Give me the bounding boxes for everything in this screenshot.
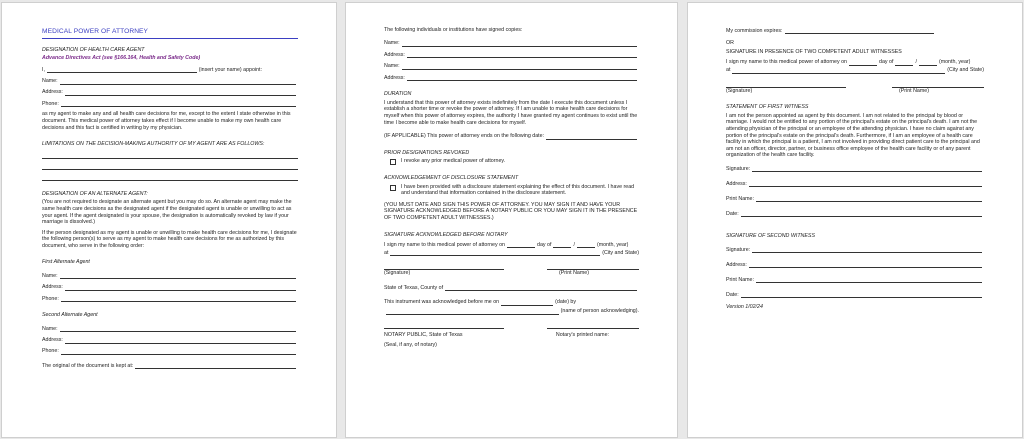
notary-sign-year-field[interactable] (577, 242, 595, 248)
commission-field[interactable] (785, 28, 934, 34)
witness-signature-heading: SIGNATURE IN PRESENCE OF TWO COMPETENT ADULT WITNESSES (726, 48, 902, 55)
witness1-date-field[interactable] (741, 211, 982, 217)
principal-name-field[interactable] (47, 67, 197, 73)
notary-signature-line[interactable] (384, 262, 504, 270)
witness2-date-field[interactable] (741, 292, 982, 298)
witness-sign-date-field[interactable] (849, 60, 877, 66)
alternate-agent-heading: DESIGNATION OF AN ALTERNATE AGENT: (42, 190, 148, 197)
document-page-1: MEDICAL POWER OF ATTORNEY DESIGNATION OF HEALTH CARE AGENT Advance Directives Act (see §166.164, Health and Safety Code) I, (insert your name) appoint: Name: Address: Phone: as my agent to make any and all health care decisions for me, except to the extent I state otherwise in this document. This medical power of attorney takes effect if I become unable to make my own health care decisions and this fact is certified in writing by my physician. LIMITATIONS ON THE DECISION-MAKING AUTHORITY OF MY AGENT ARE AS FOLLOWS: DESIGNATION OF AN ALTERNATE AGENT: (You are not required to designate an alternate agent but you may do so. An alternate agent may make the same health care decisions as the designated agent if the designated agent is unable or unwilling to act as your agent. If the agent designated is your spouse, the designation is automatically revoked by law if your marriage is dissolved.) If the person designated as my agent is unable or unwilling to make health care decisions for me, I designate the following person(s) to serve as my agent to make health care decisions for me as authorized by this document, who serve in the following order: First Alternate Agent Name: Address: Phone: Second Alternate Agent Name: Address: Phone: The original of the document is kept at: (1, 2, 337, 438)
first-alt-name-field[interactable] (60, 273, 296, 279)
notary-heading: SIGNATURE ACKNOWLEDGED BEFORE NOTARY (384, 231, 508, 238)
witness-sign-month-field[interactable] (895, 60, 913, 66)
first-alternate-heading: First Alternate Agent (42, 259, 90, 266)
second-alt-address-field[interactable] (65, 338, 296, 344)
agent-phone-label: Phone: (42, 100, 59, 107)
limitations-heading: LIMITATIONS ON THE DECISION-MAKING AUTHORITY OF MY AGENT ARE AS FOLLOWS: (42, 141, 265, 148)
seal-caption: (Seal, if any, of notary) (384, 342, 437, 349)
print-name-caption: (Print Name) (558, 270, 589, 277)
agent-address-field[interactable] (65, 90, 296, 96)
document-page-2: The following individuals or institutions have signed copies: Name: Address: Name: Address: DURATION I understand that this power of attorney exists indefinitely from the date I execute this document unless I establish a shorter time or revoke the power of attorney. If I am unable to make health care decisions for myself when this power of attorney expires, the authority I have granted my agent continues to exist until the time I become able to make health care decisions for myself. (IF APPLICABLE) This power of attorney ends on the following date: PRIOR DESIGNATIONS REVOKED I revoke any prior medical power of attorney. ACKNOWLEDGEMENT OF DISCLOSURE STATEMENT I have been provided with a disclosure statement explaining the effect of this document. I have read and understand that information contained in the disclosure statement. (YOU MUST DATE AND SIGN THIS POWER OF ATTORNEY. YOU MAY SIGN IT AND HAVE YOUR SIGNATURE ACKNOWLEDGED BEFORE A NOTARY PUBLIC OR YOU MAY SIGN IT IN THE PRESENCE OF TWO COMPETENT ADULT WITNESSES.) SIGNATURE ACKNOWLEDGED BEFORE NOTARY I sign my name to this medical power of attorney on day of / (month, year) at (City and State) (Signature) (Print Name) State of Texas, County of This instrument was acknowledged before me on (date) by (name of person acknowledging). NOTARY PUBLIC, State of Texas Notary's printed name: (Seal, if any, of notary) (345, 2, 678, 438)
first-witness-heading: STATEMENT OF FIRST WITNESS (726, 104, 809, 111)
agent-phone-field[interactable] (61, 101, 296, 107)
second-alt-name-field[interactable] (60, 326, 296, 332)
or-label: OR (726, 40, 734, 47)
witness1-address-field[interactable] (749, 181, 982, 187)
acknowledgement-checkbox[interactable] (390, 185, 396, 191)
designation-heading: DESIGNATION OF HEALTH CARE AGENT (42, 46, 145, 53)
notary-public-signature-line[interactable] (384, 321, 504, 329)
must-date-sign-notice: (YOU MUST DATE AND SIGN THIS POWER OF ATTORNEY. YOU MAY SIGN IT AND HAVE YOUR SIGNATURE ACKNOWLEDGED BEFORE A NOTARY PUBLIC OR YOU MAY SIGN IT IN THE PRESENCE OF TWO COMPETENT ADULT WITNESSES.) (384, 201, 638, 222)
copy-holder-2-name-field[interactable] (402, 64, 637, 70)
ack-date-field[interactable] (501, 300, 553, 306)
alternate-agent-text: If the person designated as my agent is unable or unwilling to make health care decisions for me, I designate the following person(s) to serve as my agent to make health care decisions for me as authorized by this document, who serve in the following order: (42, 229, 297, 249)
document-title: MEDICAL POWER OF ATTORNEY (42, 29, 298, 39)
witness-sign-year-field[interactable] (919, 60, 937, 66)
notary-sign-location-field[interactable] (390, 250, 600, 256)
witness2-address-field[interactable] (749, 262, 982, 268)
end-date-label: (IF APPLICABLE) This power of attorney ends on the following date: (384, 132, 545, 139)
first-alt-address-field[interactable] (65, 285, 296, 291)
principal-signature-line[interactable] (726, 80, 846, 88)
copy-holder-2-address-field[interactable] (407, 75, 637, 81)
witness2-print-name-field[interactable] (756, 277, 982, 283)
signed-copies-text: The following individuals or institutions have signed copies: (384, 27, 523, 33)
limitations-line-1[interactable] (42, 150, 298, 159)
witness2-signature-field[interactable] (752, 247, 982, 253)
limitations-line-3[interactable] (42, 170, 298, 181)
original-kept-label: The original of the document is kept at: (42, 362, 134, 369)
witness-sign-location-field[interactable] (732, 68, 945, 74)
acknowledgement-text: I have been provided with a disclosure statement explaining the effect of this document. I have read and understand that information contained in the disclosure statement. (401, 183, 635, 197)
agent-address-label: Address: (42, 89, 63, 96)
prior-designations-heading: PRIOR DESIGNATIONS REVOKED (384, 149, 470, 156)
agent-name-field[interactable] (60, 79, 296, 85)
copy-holder-1-name-field[interactable] (402, 41, 637, 47)
agent-authority-text: as my agent to make any and all health care decisions for me, except to the extent I state otherwise in this document. This medical power of attorney takes effect if I become unable to make my own health care decisions and this fact is certified in writing by my physician. (42, 111, 291, 131)
first-witness-statement: I am not the person appointed as agent by this document. I am not related to the principal by blood or marriage. I would not be entitled to any portion of the principal's estate on the principal's death. I am not the attending physician of the principal or an employee of the attending physician. I have no claim against any portion of the principal's estate on the principal's death. Furthermore, if I am an employee of a health care facility in which the principal is a patient, I am not involved in providing direct patient care to the principal and am not an officer, director, partner, or business office employee of the health care facility or of any parent organization of the health care facility. (726, 112, 980, 159)
version-label: Version 1/02/24 (726, 304, 763, 311)
county-field[interactable] (445, 285, 637, 291)
witness1-signature-field[interactable] (752, 166, 982, 172)
signature-caption: (Signature) (384, 270, 411, 277)
notary-public-caption: NOTARY PUBLIC, State of Texas (384, 331, 463, 338)
first-alt-phone-field[interactable] (61, 296, 296, 302)
prior-revoke-text: I revoke any prior medical power of attorney. (401, 158, 506, 165)
principal-print-name-line[interactable] (892, 80, 984, 88)
notary-printed-caption: Notary's printed name: (555, 331, 609, 338)
second-witness-heading: SIGNATURE OF SECOND WITNESS (726, 233, 815, 240)
copy-holder-1-address-field[interactable] (407, 52, 637, 58)
duration-text: I understand that this power of attorney exists indefinitely from the date I execute this document unless I establish a shorter time or revoke the power of attorney. If I am unable to make health care decisions for myself when this power of attorney expires, the authority I have granted my agent continues to exist until the time I become able to make health care decisions for myself. (384, 99, 638, 126)
prior-revoke-checkbox[interactable] (390, 159, 396, 165)
notary-sign-date-field[interactable] (507, 242, 535, 248)
agent-name-label: Name: (42, 77, 58, 84)
second-alt-phone-field[interactable] (61, 349, 296, 355)
notary-print-name-line[interactable] (547, 262, 639, 270)
limitations-line-2[interactable] (42, 159, 298, 170)
alternate-agent-note: (You are not required to designate an alternate agent but you may do so. An alternate agent may make the same health care decisions as the designated agent if the designated agent is unable or unwilling to act as your agent. If the agent designated is your spouse, the designation is automatically revoked by law if your marriage is dissolved.) (42, 199, 292, 226)
acknowledgement-heading: ACKNOWLEDGEMENT OF DISCLOSURE STATEMENT (384, 175, 519, 182)
duration-heading: DURATION (384, 91, 412, 98)
second-alternate-heading: Second Alternate Agent (42, 312, 98, 319)
principal-name-row: I, (insert your name) appoint: (42, 66, 262, 73)
ack-person-field[interactable] (386, 309, 559, 315)
end-date-field[interactable] (546, 134, 637, 140)
notary-printed-name-line[interactable] (547, 321, 639, 329)
notary-sign-month-field[interactable] (553, 242, 571, 248)
document-page-3: My commission expires: OR SIGNATURE IN PRESENCE OF TWO COMPETENT ADULT WITNESSES I sign my name to this medical power of attorney on day of / (month, year) at (City and State) (Signature) (Print Name) STATEMENT OF FIRST WITNESS I am not the person appointed as agent by this document. I am not related to the principal by blood or marriage. I would not be entitled to any portion of the principal's estate on the principal's death. I am not the attending physician of the principal or an employee of the attending physician. I have no claim against any portion of the principal's estate on the principal's death. Furthermore, if I am an employee of a health care facility in which the principal is a patient, I am not involved in providing direct patient care to the principal and am not an officer, director, partner, or business office employee of the health care facility or of any parent organization of the health care facility. Signature: Address: Print Name: Date: SIGNATURE OF SECOND WITNESS Signature: Address: Print Name: Date: Version 1/02/24 (687, 2, 1023, 438)
statute-reference: Advance Directives Act (see §166.164, Health and Safety Code) (42, 55, 201, 62)
commission-label: My commission expires: (726, 27, 783, 34)
original-kept-field[interactable] (135, 363, 296, 369)
witness1-print-name-field[interactable] (756, 196, 982, 202)
